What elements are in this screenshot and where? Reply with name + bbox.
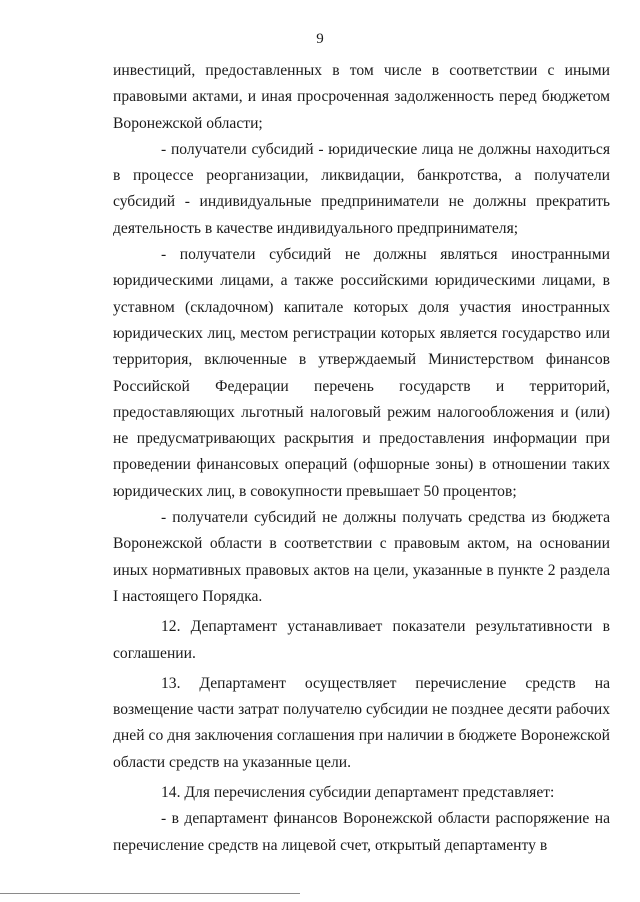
paragraph-no-reorganization: - получатели субсидий - юридические лица не должны находиться в процессе реорганизации, ликвидации, банкротства, а получатели субсидий - индивидуальные предприниматели не должны прекратить деятельность в качестве индивидуального предпринимателя; [113, 140, 610, 237]
paragraph-item-13: 13. Департамент осуществляет перечисление средств на возмещение части затрат получателю субсидии не позднее десяти рабочих дней со дня заключения соглашения при наличии в бюджете Воронежской области средств на указанные цели. [113, 674, 610, 771]
document-body [113, 58, 610, 859]
paragraph-no-other-funds: - получатели субсидий не должны получать средства из бюджета Воронежской области в соответствии с правовым актом, на основании иных нормативных правовых актов на цели, указанные в пункте 2 раздела I настоящего Порядка. [113, 509, 610, 605]
paragraph-no-foreign-entities: - получатели субсидий не должны являться иностранными юридическими лицами, а также российскими юридическими лицами, в уставном (складочном) капитале которых доля участия иностранных юридических лиц, местом регистрации которых является государство или территория, включенные в утверждаемый Министерством финансов Российской Федерации перечень государств и территорий, предоставляющих льготный налоговый режим налогообложения и (или) не предусматривающих раскрытия и предоставления информации при проведении финансовых операций (офшорные зоны) в отношении таких юридических лиц, в совокупности превышает 50 процентов; [113, 246, 610, 500]
paragraph-finance-department-order: - в департамент финансов Воронежской области распоряжение на перечисление средств на лицевой счет, открытый департаменту в [113, 810, 610, 854]
paragraph-item-14: 14. Для перечисления субсидии департамент представляет: [161, 784, 555, 802]
page-number: 9 [316, 31, 324, 47]
paragraph-debt-continuation: инвестиций, предоставленных в том числе в соответствии с иными правовыми актами, и иная просроченная задолженность перед бюджетом Воронежской области; [113, 62, 610, 132]
footer-divider [0, 893, 300, 894]
paragraph-item-12: 12. Департамент устанавливает показатели результативности в соглашении. [113, 618, 610, 662]
